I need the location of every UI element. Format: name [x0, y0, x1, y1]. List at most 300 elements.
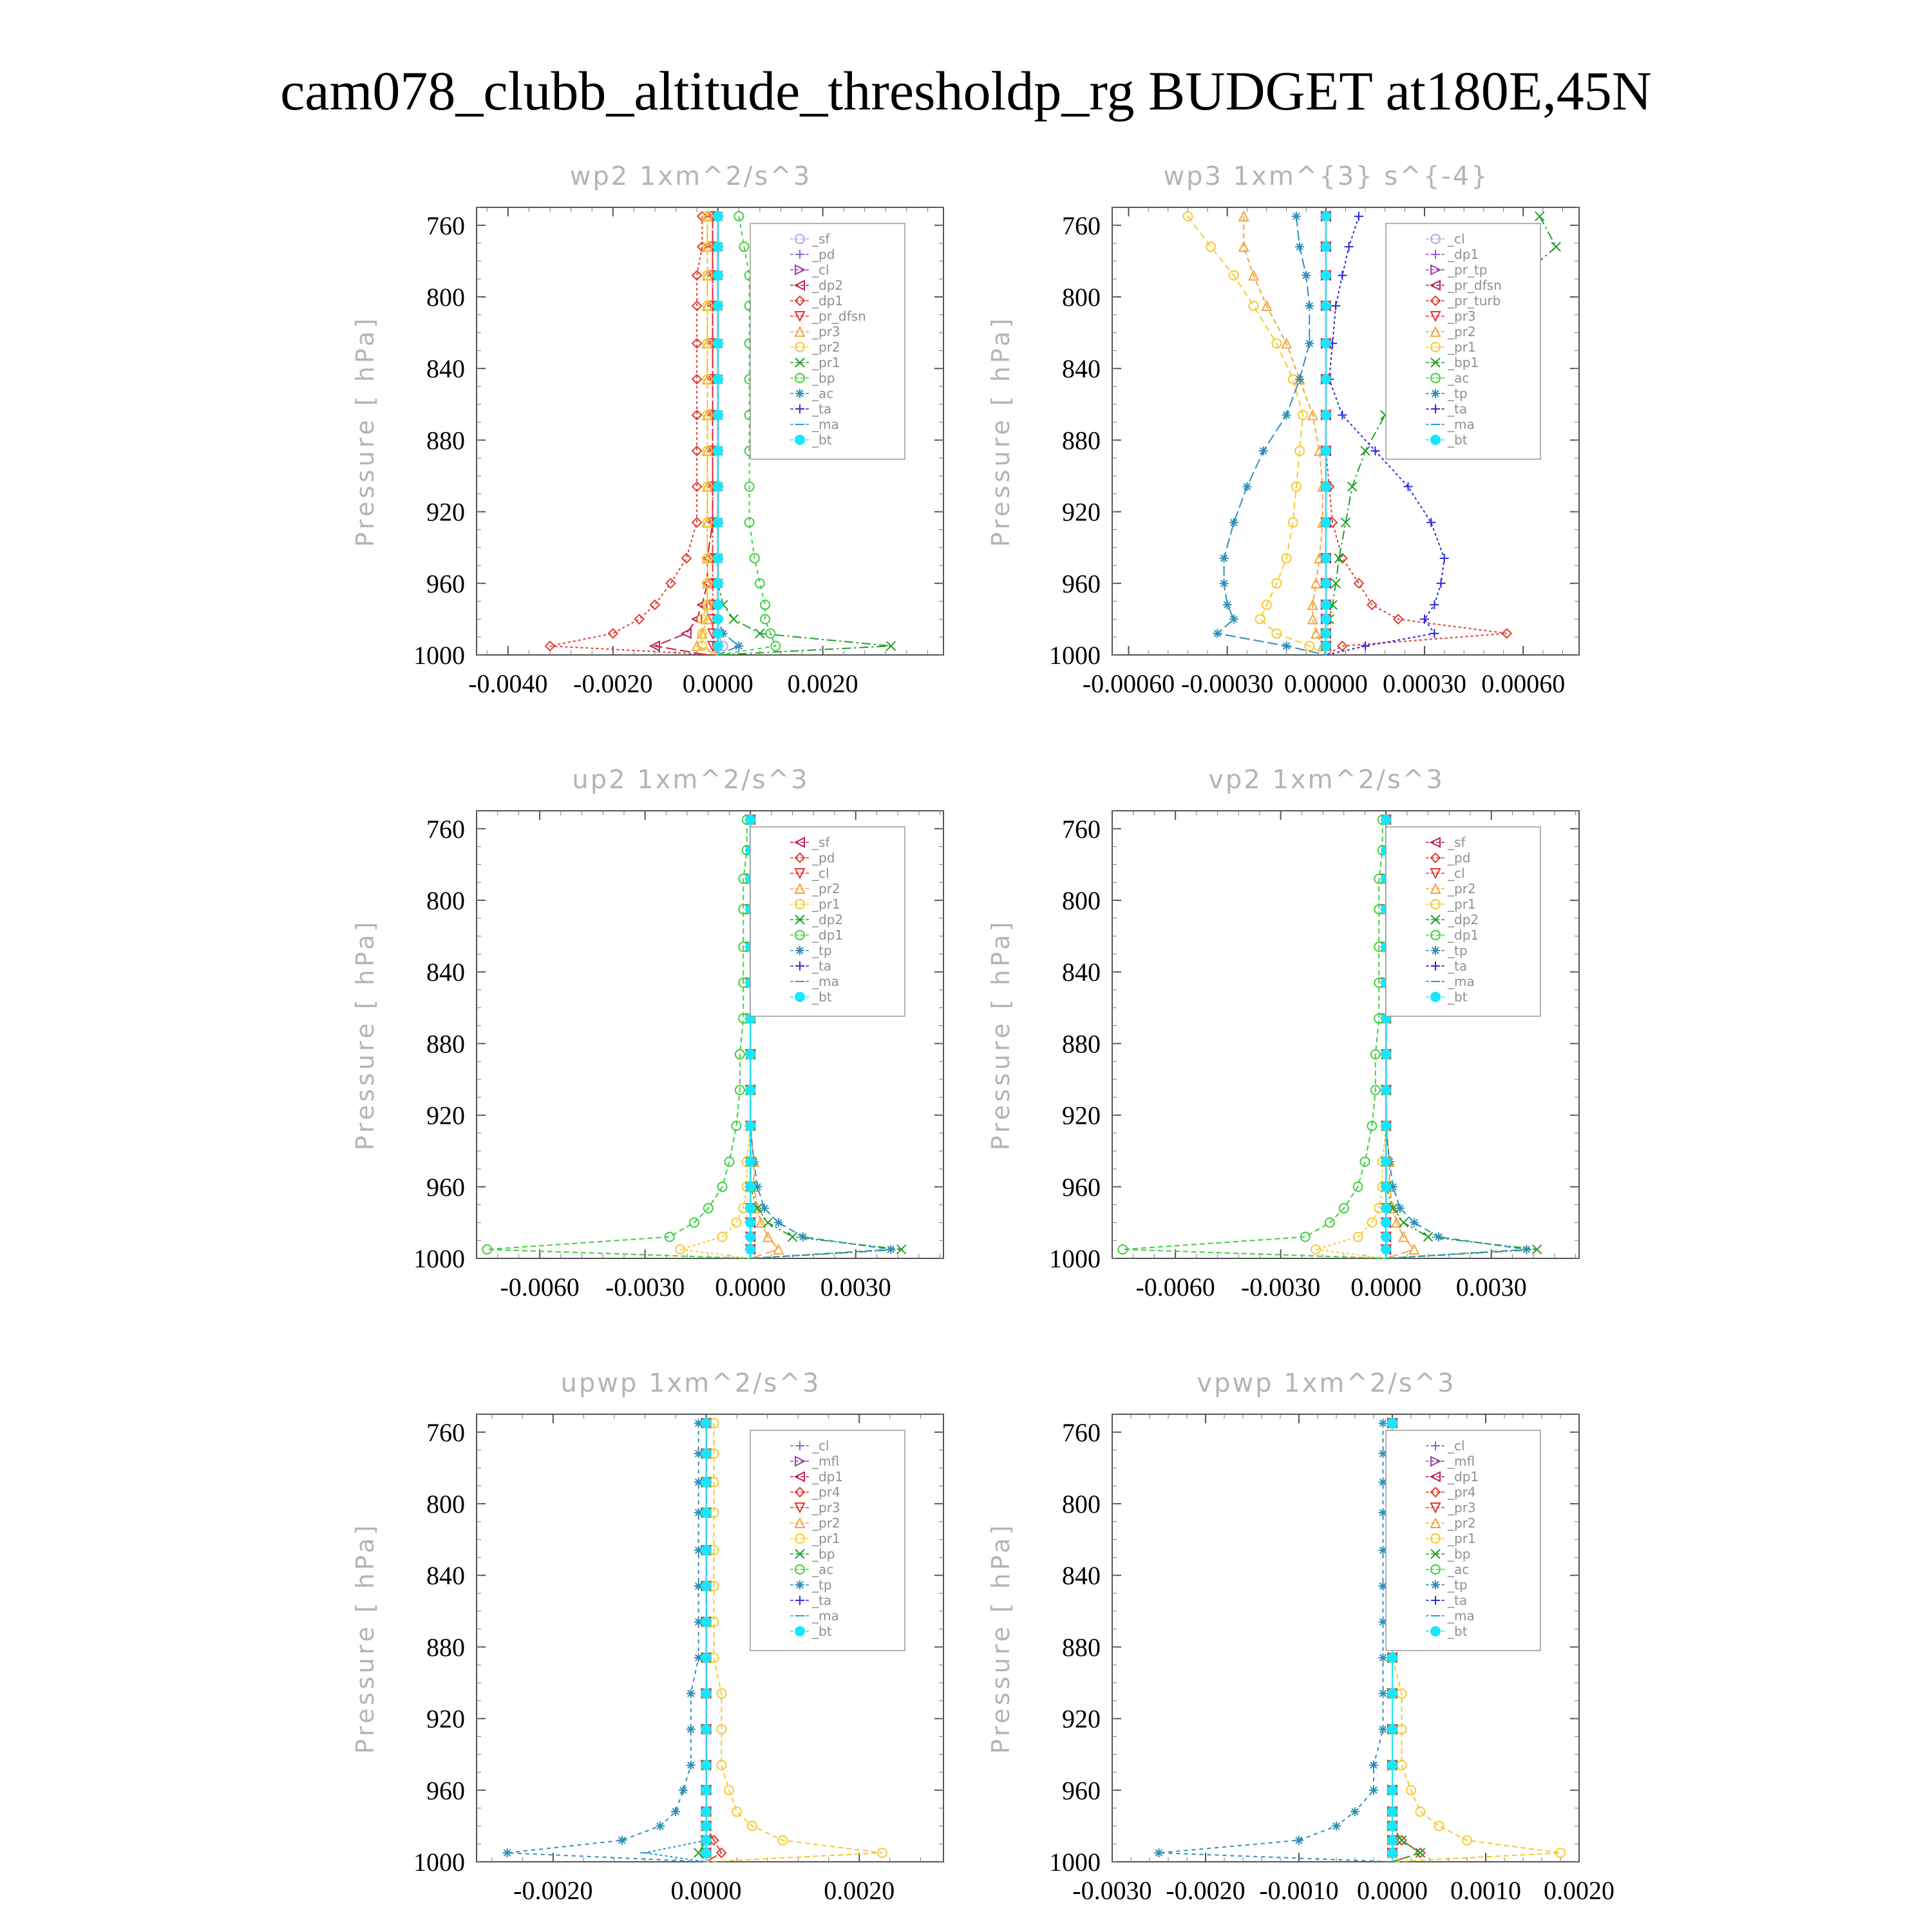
y-axis-label: Pressure [ hPa]	[987, 315, 1015, 547]
series-line	[487, 820, 750, 1258]
data-point	[788, 1233, 797, 1242]
y-tick-label: 920	[426, 1101, 465, 1130]
legend-label: _bt	[812, 432, 832, 448]
data-point	[1321, 375, 1331, 384]
data-point	[1388, 1836, 1397, 1845]
data-point	[1213, 629, 1222, 638]
data-point	[1388, 1821, 1397, 1830]
legend-label: _pr1	[812, 355, 840, 370]
y-tick-label: 840	[426, 958, 465, 987]
data-point	[714, 212, 723, 221]
series-bt	[714, 212, 723, 655]
x-tick-label: 0.0000	[1357, 1876, 1428, 1905]
data-point	[1239, 242, 1248, 251]
y-tick-label: 840	[1062, 958, 1101, 987]
data-point	[687, 1761, 696, 1770]
legend-label: _ac	[812, 1562, 834, 1577]
data-point	[714, 375, 723, 384]
data-point	[1331, 301, 1340, 310]
data-point	[1295, 375, 1304, 384]
x-tick-label: 0.0030	[820, 1273, 891, 1302]
data-point	[1369, 1786, 1378, 1795]
data-point	[1430, 600, 1439, 609]
data-point	[1242, 482, 1251, 491]
legend-label: _pd	[1448, 850, 1471, 866]
legend-label: _pr1	[812, 896, 840, 912]
legend-label: _pr3	[1448, 308, 1476, 324]
y-tick-label: 960	[426, 569, 465, 598]
panel-title: up2 1xm^2/s^3	[572, 765, 810, 795]
data-point	[732, 1218, 741, 1227]
legend-label: _pr4	[1448, 1484, 1476, 1500]
legend	[1386, 827, 1540, 1016]
x-tick-label: 0.0020	[787, 669, 858, 698]
data-point	[714, 482, 723, 491]
data-point	[1282, 641, 1291, 650]
legend-label: _bt	[812, 1624, 832, 1639]
panel-3	[351, 765, 943, 1302]
data-point	[702, 1478, 711, 1487]
data-point	[702, 1582, 711, 1591]
panel-6	[987, 1368, 1615, 1905]
data-point	[702, 1449, 711, 1458]
x-tick-label: 0.0000	[1350, 1273, 1422, 1302]
series-tp	[1155, 1419, 1393, 1862]
legend-label: _dp1	[812, 927, 844, 943]
legend-label: _ta	[812, 401, 832, 417]
legend-label: _pr2	[812, 881, 840, 896]
data-point	[1381, 1121, 1390, 1130]
x-tick-label: -0.0010	[1259, 1876, 1339, 1905]
data-point	[1522, 1245, 1531, 1254]
y-tick-label: 1000	[413, 1848, 465, 1877]
x-tick-label: 0.0000	[715, 1273, 786, 1302]
y-tick-label: 760	[426, 1417, 465, 1447]
data-point	[1305, 301, 1314, 310]
y-tick-label: 880	[426, 1633, 465, 1662]
legend-label: _bp	[1448, 1546, 1471, 1562]
data-point	[1338, 410, 1347, 419]
series-line	[655, 216, 713, 655]
legend-label: _bp	[812, 1546, 835, 1562]
x-tick-label: -0.0030	[1072, 1876, 1152, 1905]
y-tick-label: 1000	[1049, 1848, 1101, 1877]
y-axis-label: Pressure [ hPa]	[987, 1522, 1015, 1754]
legend-label: _dp2	[1448, 912, 1479, 927]
data-point	[692, 518, 701, 527]
data-point	[714, 641, 723, 650]
y-tick-label: 760	[426, 814, 465, 844]
data-point	[702, 1725, 711, 1734]
data-point	[1379, 1725, 1388, 1734]
series-pr1	[1183, 212, 1325, 655]
data-point	[746, 1245, 755, 1254]
y-tick-label: 880	[1062, 1633, 1101, 1662]
panel-2	[987, 162, 1579, 698]
legend-label: _pr2	[812, 1515, 840, 1531]
data-point	[1396, 1204, 1405, 1213]
data-point	[774, 1218, 783, 1227]
data-point	[1249, 301, 1258, 310]
data-point	[714, 446, 723, 455]
legend-label: _pr3	[812, 324, 840, 339]
legend-label: _sf	[812, 231, 830, 247]
data-point	[1321, 212, 1331, 221]
legend-label: _pr2	[812, 339, 840, 355]
data-point	[666, 579, 675, 588]
data-point	[702, 1836, 711, 1845]
data-point	[1361, 446, 1370, 455]
data-point	[682, 554, 691, 563]
data-point	[1321, 482, 1331, 491]
legend-label: _pr4	[812, 1484, 840, 1500]
legend-marker	[795, 435, 804, 444]
y-tick-label: 1000	[413, 1244, 465, 1273]
legend-marker	[1431, 1580, 1440, 1589]
series-tp	[503, 1419, 706, 1862]
data-point	[1369, 1761, 1378, 1770]
data-point	[732, 1807, 741, 1816]
data-point	[746, 1204, 755, 1213]
panel-title: wp3 1xm^{3} s^{-4}	[1163, 162, 1490, 191]
data-point	[1321, 600, 1331, 609]
data-point	[1321, 629, 1331, 638]
x-tick-label: -0.0020	[573, 669, 653, 698]
legend-label: _dp1	[1448, 927, 1479, 943]
data-point	[1332, 1821, 1341, 1830]
data-point	[746, 1157, 755, 1166]
data-point	[799, 1233, 808, 1242]
x-tick-label: -0.0060	[500, 1273, 580, 1302]
series-line	[1244, 216, 1326, 655]
data-point	[746, 1121, 755, 1130]
data-point	[1321, 641, 1331, 650]
legend	[750, 223, 905, 459]
data-point	[656, 1821, 665, 1830]
data-point	[1302, 271, 1311, 280]
data-point	[1381, 1233, 1390, 1242]
y-tick-label: 1000	[1049, 1244, 1101, 1273]
y-tick-label: 960	[1062, 1776, 1101, 1805]
legend-label: _ta	[1448, 1593, 1468, 1608]
data-point	[1416, 1807, 1425, 1816]
data-point	[702, 1786, 711, 1795]
legend-label: _mfl	[812, 1454, 840, 1469]
data-point	[1350, 1807, 1359, 1816]
panel-title: upwp 1xm^2/s^3	[560, 1368, 821, 1398]
legend-label: _tp	[812, 1577, 832, 1593]
legend-label: _pd	[812, 247, 835, 262]
legend-label: _pr3	[1448, 1500, 1476, 1515]
legend-marker	[1431, 1627, 1440, 1636]
data-point	[1292, 212, 1301, 221]
legend-label: _pr2	[1448, 324, 1476, 339]
data-point	[635, 614, 644, 623]
data-point	[1259, 446, 1268, 455]
y-tick-label: 840	[1062, 1561, 1101, 1591]
data-point	[1295, 242, 1304, 251]
data-point	[714, 554, 723, 563]
data-point	[1381, 1204, 1390, 1213]
legend-label: _dp2	[812, 278, 844, 293]
legend-label: _pr1	[812, 1531, 840, 1546]
x-tick-label: -0.0060	[1135, 1273, 1215, 1302]
data-point	[714, 271, 723, 280]
data-point	[714, 410, 723, 419]
data-point	[1223, 600, 1232, 609]
legend-label: _ta	[812, 1593, 832, 1608]
legend-label: _pd	[812, 850, 835, 866]
legend-label: _bp	[812, 370, 835, 386]
data-point	[1551, 242, 1560, 251]
data-point	[1397, 1836, 1406, 1845]
data-point	[714, 614, 723, 623]
legend-label: _tp	[1448, 386, 1468, 401]
legend-label: _tp	[812, 943, 832, 958]
legend-marker	[795, 992, 804, 1001]
y-tick-label: 920	[426, 497, 465, 527]
legend-label: _cl	[812, 1438, 829, 1454]
legend	[1386, 1430, 1540, 1651]
data-point	[702, 1508, 711, 1517]
data-point	[1535, 212, 1544, 221]
series-line	[1316, 820, 1386, 1258]
data-point	[1381, 1086, 1390, 1095]
data-point	[687, 1725, 696, 1734]
data-point	[1321, 518, 1331, 527]
y-tick-label: 840	[1062, 354, 1101, 384]
data-point	[1282, 410, 1291, 419]
data-point	[679, 1786, 688, 1795]
legend-marker	[1431, 389, 1440, 398]
y-tick-label: 800	[1062, 1490, 1101, 1519]
x-tick-label: 0.0000	[670, 1876, 742, 1905]
legend-label: _ta	[812, 958, 832, 974]
data-point	[1379, 1419, 1388, 1428]
y-tick-label: 960	[426, 1172, 465, 1202]
data-point	[1312, 629, 1321, 638]
series-bt	[1321, 212, 1331, 655]
legend-label: _cl	[1448, 231, 1465, 247]
panel-title: wp2 1xm^2/s^3	[569, 162, 812, 191]
legend-label: _pr_tp	[1448, 262, 1488, 278]
y-tick-label: 920	[1062, 1704, 1101, 1734]
legend-label: _bt	[1448, 989, 1468, 1005]
data-point	[702, 1653, 711, 1662]
data-point	[702, 1848, 711, 1857]
x-tick-label: -0.0030	[1240, 1273, 1321, 1302]
x-tick-label: -0.0030	[605, 1273, 685, 1302]
data-point	[746, 815, 755, 824]
legend	[750, 827, 905, 1016]
legend-marker	[1431, 992, 1440, 1001]
data-point	[702, 1807, 711, 1816]
data-point	[1381, 1157, 1390, 1166]
legend-label: _bp1	[1448, 355, 1479, 370]
data-point	[1220, 554, 1229, 563]
data-point	[702, 1419, 711, 1428]
series-line	[680, 820, 750, 1258]
legend-label: _ma	[1448, 974, 1475, 989]
data-point	[1416, 1848, 1425, 1857]
data-point	[714, 339, 723, 348]
data-point	[1424, 1233, 1433, 1242]
y-tick-label: 920	[1062, 1101, 1101, 1130]
x-tick-label: 0.00060	[1481, 669, 1566, 698]
data-point	[1229, 614, 1238, 623]
x-tick-label: -0.00030	[1181, 669, 1274, 698]
data-point	[1404, 482, 1413, 491]
data-point	[1321, 614, 1331, 623]
x-tick-label: 0.00000	[1283, 669, 1368, 698]
y-tick-label: 880	[426, 1029, 465, 1059]
data-point	[1435, 1821, 1444, 1830]
series-dp1	[545, 212, 718, 655]
data-point	[1229, 518, 1238, 527]
data-point	[687, 1689, 696, 1698]
y-tick-label: 960	[1062, 1172, 1101, 1202]
data-point	[746, 1218, 755, 1227]
data-point	[1440, 554, 1449, 563]
y-tick-label: 800	[1062, 886, 1101, 915]
series-line	[699, 1423, 706, 1862]
data-point	[1321, 301, 1331, 310]
legend-label: _pr_turb	[1448, 293, 1501, 308]
data-point	[1361, 641, 1370, 650]
data-point	[1321, 446, 1331, 455]
y-tick-label: 840	[426, 1561, 465, 1591]
x-tick-label: 0.00030	[1383, 669, 1467, 698]
x-tick-label: 0.0010	[1450, 1876, 1521, 1905]
data-point	[1348, 482, 1357, 491]
y-tick-label: 760	[426, 211, 465, 240]
data-point	[746, 1050, 755, 1059]
legend-label: _ac	[1448, 1562, 1470, 1577]
data-point	[714, 301, 723, 310]
y-tick-label: 880	[426, 426, 465, 455]
y-axis-label: Pressure [ hPa]	[351, 1522, 379, 1754]
data-point	[618, 1836, 627, 1845]
data-point	[714, 629, 723, 638]
data-point	[886, 1245, 895, 1254]
series-line	[702, 216, 717, 655]
data-point	[1410, 1218, 1419, 1227]
series-dp1	[482, 815, 751, 1258]
data-point	[1381, 1218, 1390, 1227]
x-tick-label: 0.0020	[1544, 1876, 1615, 1905]
legend-marker	[1431, 946, 1440, 955]
series-ma	[640, 1423, 710, 1862]
data-point	[1420, 614, 1429, 623]
y-tick-label: 800	[426, 886, 465, 915]
data-point	[1437, 579, 1446, 588]
y-tick-label: 920	[1062, 497, 1101, 527]
x-tick-label: 0.0030	[1455, 1273, 1527, 1302]
legend-label: _ac	[812, 386, 834, 401]
data-point	[1220, 579, 1229, 588]
legend-label: _dp1	[1448, 1469, 1479, 1484]
data-point	[1381, 1182, 1390, 1191]
data-point	[714, 600, 723, 609]
legend-label: _ma	[812, 974, 839, 989]
y-tick-label: 800	[426, 1490, 465, 1519]
legend-marker	[1431, 435, 1440, 444]
data-point	[746, 1182, 755, 1191]
legend-label: _dp1	[812, 293, 844, 308]
data-point	[1430, 629, 1439, 638]
y-tick-label: 760	[1062, 211, 1101, 240]
x-tick-label: -0.0020	[1166, 1876, 1245, 1905]
series-line	[550, 216, 718, 655]
legend-marker	[795, 1627, 804, 1636]
data-point	[746, 1086, 755, 1095]
data-point	[1256, 614, 1265, 623]
data-point	[702, 1821, 711, 1830]
data-point	[1388, 1689, 1397, 1698]
data-point	[1321, 554, 1331, 563]
data-point	[1354, 212, 1363, 221]
panel-title: vpwp 1xm^2/s^3	[1197, 1368, 1456, 1398]
data-point	[1434, 1233, 1443, 1242]
x-tick-label: -0.0040	[468, 669, 548, 698]
legend-label: _bt	[812, 989, 832, 1005]
legend-label: _pr_dfsn	[1448, 278, 1502, 293]
data-point	[671, 1807, 680, 1816]
legend-label: _dp1	[812, 1469, 844, 1484]
y-tick-label: 840	[426, 354, 465, 384]
y-tick-label: 880	[1062, 426, 1101, 455]
data-point	[1381, 815, 1390, 824]
data-point	[503, 1848, 512, 1857]
data-point	[1305, 339, 1314, 348]
legend-label: _pr2	[1448, 881, 1476, 896]
legend-label: _bt	[1448, 1624, 1468, 1639]
data-point	[1388, 1786, 1397, 1795]
y-tick-label: 800	[1062, 283, 1101, 312]
panel-4	[987, 765, 1579, 1302]
legend-label: _ma	[1448, 417, 1475, 432]
y-tick-label: 960	[426, 1776, 465, 1805]
legend-label: _sf	[812, 835, 830, 850]
legend-marker	[795, 389, 804, 398]
data-point	[1354, 579, 1363, 588]
legend-label: _ma	[812, 417, 839, 432]
data-point	[1381, 1050, 1390, 1059]
data-point	[1321, 410, 1331, 419]
data-point	[763, 1218, 772, 1227]
series-line	[645, 1423, 706, 1862]
legend-label: _dp2	[812, 912, 844, 927]
panel-title: vp2 1xm^2/s^3	[1208, 765, 1444, 795]
y-tick-label: 760	[1062, 1417, 1101, 1447]
legend-label: _cl	[812, 866, 829, 881]
legend-label: _cl	[1448, 866, 1465, 881]
legend-label: _pr3	[812, 1500, 840, 1515]
series-line	[713, 216, 718, 655]
series-pr2	[1239, 212, 1327, 655]
data-point	[714, 242, 723, 251]
y-axis-label: Pressure [ hPa]	[351, 315, 379, 547]
legend-label: _pr1	[1448, 339, 1476, 355]
data-point	[1381, 1245, 1390, 1254]
legend	[1386, 223, 1540, 459]
data-point	[1399, 1218, 1408, 1227]
data-point	[1338, 271, 1347, 280]
x-tick-label: -0.00060	[1082, 669, 1175, 698]
series-line	[507, 1423, 706, 1862]
legend-label: _cl	[812, 262, 829, 278]
data-point	[1321, 579, 1331, 588]
